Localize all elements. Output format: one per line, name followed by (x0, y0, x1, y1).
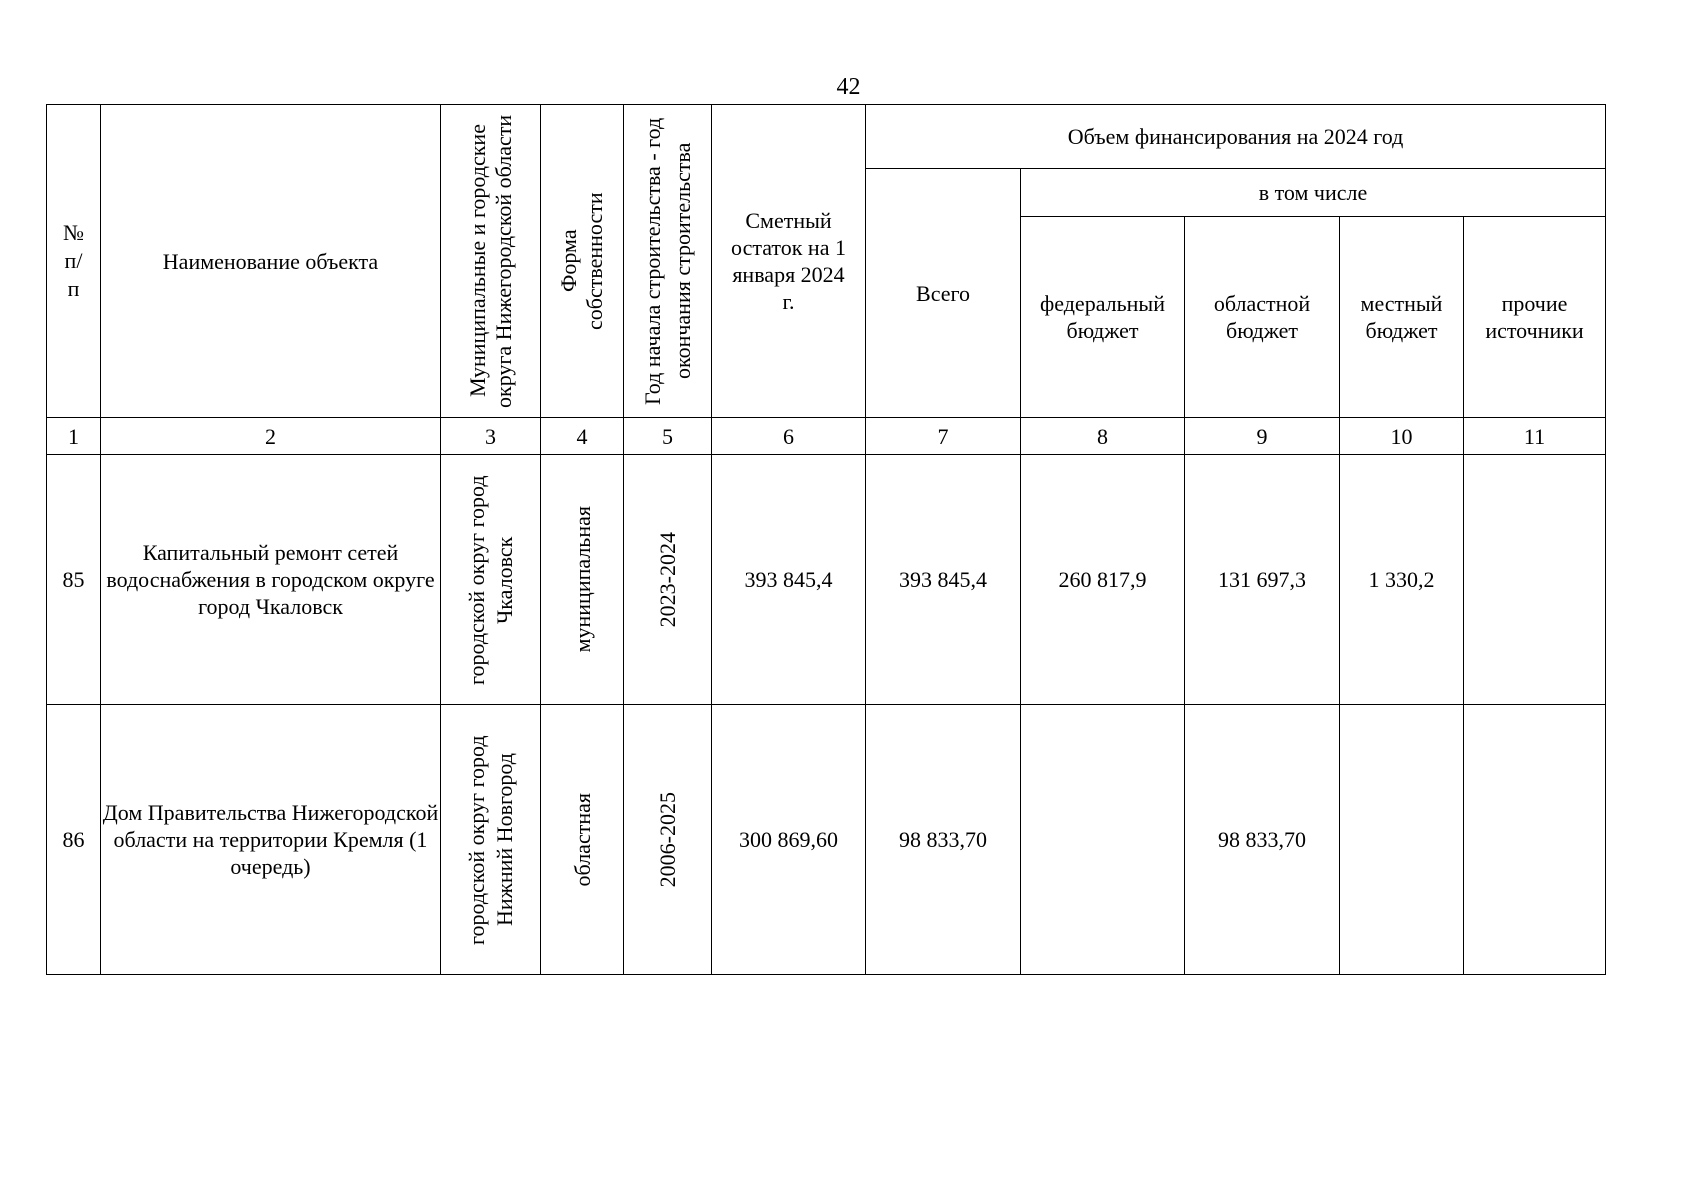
column-number: 2 (101, 418, 441, 455)
estimate-value: 393 845,4 (712, 455, 866, 705)
table-body (47, 418, 1606, 975)
ownership-cell (541, 705, 624, 975)
header-other-label: прочие источники (1485, 291, 1584, 343)
header-years-label: Год начала строительства - год окончания строительства (639, 117, 695, 405)
header-ownership-wrap (543, 105, 622, 417)
header-regional (1185, 217, 1340, 418)
column-number: 11 (1464, 418, 1606, 455)
column-number: 7 (866, 418, 1021, 455)
years-text: 2006-2025 (655, 791, 680, 888)
years-wrap (624, 456, 711, 703)
header-years (624, 105, 712, 418)
header-ownership-label: Форма собственности (556, 192, 607, 330)
page-number: 42 (836, 74, 861, 100)
header-including: в том числе (1021, 169, 1606, 217)
header-federal (1021, 217, 1185, 418)
years-cell (624, 705, 712, 975)
total-value: 98 833,70 (866, 705, 1021, 975)
header-other (1464, 217, 1606, 418)
header-funding-group: Объем финансирования на 2024 год (866, 105, 1606, 169)
header-estimate-label: Сметный остаток на 1 января 2024 г. (731, 208, 846, 314)
years-text: 2023-2024 (655, 531, 680, 628)
header-row-number-label: № п/ п (63, 220, 84, 301)
column-number: 5 (624, 418, 712, 455)
ownership-wrap (541, 456, 623, 703)
regional-value: 98 833,70 (1185, 705, 1340, 975)
table-row (47, 455, 1606, 705)
estimate-value: 300 869,60 (712, 705, 866, 975)
district-text: городской округ город Нижний Новгород (463, 734, 517, 945)
total-value: 393 845,4 (866, 455, 1021, 705)
table-row (47, 705, 1606, 975)
header-years-wrap (626, 105, 710, 417)
ownership-text: областная (569, 792, 595, 887)
header-local-label: местный бюджет (1360, 291, 1443, 343)
district-wrap (441, 706, 540, 973)
years-wrap (624, 706, 711, 973)
district-cell (441, 705, 541, 975)
header-row-number (47, 105, 101, 418)
column-number: 10 (1340, 418, 1464, 455)
other-value (1464, 455, 1606, 705)
header-district (441, 105, 541, 418)
financing-table (46, 104, 1606, 975)
header-object-name: Наименование объекта (101, 105, 441, 418)
column-number: 4 (541, 418, 624, 455)
district-cell (441, 455, 541, 705)
header-regional-label: областной бюджет (1213, 291, 1311, 343)
header-estimate (712, 105, 866, 418)
district-text: городской округ город Чкаловск (463, 474, 517, 685)
ownership-cell (541, 455, 624, 705)
row-number: 86 (47, 705, 101, 975)
header-federal-label: федеральный бюджет (1040, 291, 1165, 343)
header-local (1340, 217, 1464, 418)
column-numbers-row (47, 418, 1606, 455)
column-number: 3 (441, 418, 541, 455)
row-number: 85 (47, 455, 101, 705)
federal-value: 260 817,9 (1021, 455, 1185, 705)
district-wrap (441, 456, 540, 703)
years-cell (624, 455, 712, 705)
object-name: Капитальный ремонт сетей водоснабжения в городском округе город Чкаловск (101, 455, 441, 705)
column-number: 6 (712, 418, 866, 455)
column-number: 1 (47, 418, 101, 455)
federal-value (1021, 705, 1185, 975)
header-district-wrap (443, 105, 539, 417)
ownership-wrap (541, 706, 623, 973)
column-number: 8 (1021, 418, 1185, 455)
table-header (47, 105, 1606, 418)
local-value (1340, 705, 1464, 975)
regional-value: 131 697,3 (1185, 455, 1340, 705)
column-number: 9 (1185, 418, 1340, 455)
local-value: 1 330,2 (1340, 455, 1464, 705)
header-total: Всего (866, 169, 1021, 418)
header-district-label: Муниципальные и городские округа Нижегородской области (464, 114, 516, 408)
ownership-text: муниципальная (569, 506, 595, 653)
header-ownership (541, 105, 624, 418)
other-value (1464, 705, 1606, 975)
object-name: Дом Правительства Нижегородской области на территории Кремля (1 очередь) (101, 705, 441, 975)
